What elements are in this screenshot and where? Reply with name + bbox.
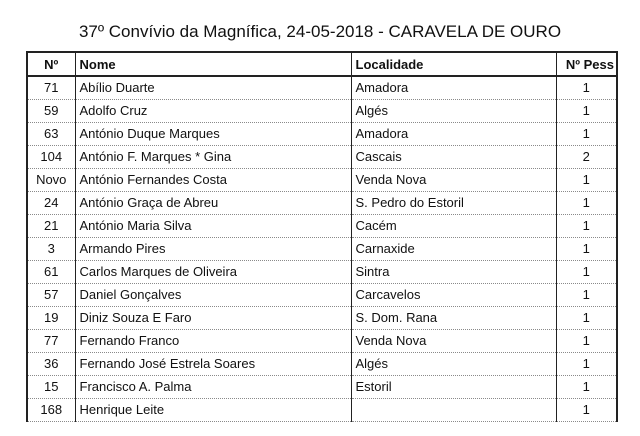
cell-num: 36 (27, 353, 75, 376)
table-row (27, 353, 617, 376)
cell-pessoas: 1 (556, 376, 617, 399)
cell-pessoas: 1 (556, 192, 617, 215)
cell-pessoas: 1 (556, 123, 617, 146)
cell-nome: Adolfo Cruz (75, 100, 351, 123)
cell-nome: Daniel Gonçalves (75, 284, 351, 307)
table-body (27, 76, 617, 422)
cell-localidade: Amadora (351, 123, 556, 146)
cell-pessoas: 1 (556, 215, 617, 238)
table-row (27, 215, 617, 238)
table-row (27, 123, 617, 146)
cell-localidade: Carcavelos (351, 284, 556, 307)
cell-nome: António Duque Marques (75, 123, 351, 146)
cell-num: 59 (27, 100, 75, 123)
cell-num: 15 (27, 376, 75, 399)
table-row (27, 307, 617, 330)
cell-localidade: Amadora (351, 76, 556, 100)
cell-num: 77 (27, 330, 75, 353)
document-title: 37º Convívio da Magnífica, 24-05-2018 - CARAVELA DE OURO (78, 22, 562, 41)
cell-num: 3 (27, 238, 75, 261)
table-row (27, 330, 617, 353)
cell-num: 168 (27, 399, 75, 422)
cell-nome: Fernando Franco (75, 330, 351, 353)
cell-localidade: Algés (351, 100, 556, 123)
cell-localidade: Cacém (351, 215, 556, 238)
cell-localidade: S. Dom. Rana (351, 307, 556, 330)
cell-pessoas: 1 (556, 307, 617, 330)
cell-localidade: Cascais (351, 146, 556, 169)
table-row (27, 238, 617, 261)
cell-pessoas: 1 (556, 261, 617, 284)
table-row (27, 146, 617, 169)
cell-localidade: Venda Nova (351, 169, 556, 192)
cell-pessoas: 1 (556, 284, 617, 307)
cell-nome: Diniz Souza E Faro (75, 307, 351, 330)
table-row (27, 284, 617, 307)
cell-localidade: Algés (351, 353, 556, 376)
cell-pessoas: 1 (556, 353, 617, 376)
table-row (27, 261, 617, 284)
cell-num: 21 (27, 215, 75, 238)
column-header-nome: Nome (75, 52, 351, 76)
column-header-pessoas: Nº Pess (556, 52, 617, 76)
cell-nome: António F. Marques * Gina (75, 146, 351, 169)
cell-pessoas: 1 (556, 76, 617, 100)
cell-nome: António Maria Silva (75, 215, 351, 238)
cell-pessoas: 2 (556, 146, 617, 169)
cell-localidade: Venda Nova (351, 330, 556, 353)
cell-nome: António Fernandes Costa (75, 169, 351, 192)
table-row (27, 100, 617, 123)
cell-nome: Carlos Marques de Oliveira (75, 261, 351, 284)
cell-localidade: Estoril (351, 376, 556, 399)
cell-pessoas: 1 (556, 169, 617, 192)
cell-localidade (351, 399, 556, 422)
column-header-num: Nº (27, 52, 75, 76)
cell-num: 71 (27, 76, 75, 100)
table-row (27, 399, 617, 422)
cell-localidade: Sintra (351, 261, 556, 284)
cell-num: 57 (27, 284, 75, 307)
cell-nome: António Graça de Abreu (75, 192, 351, 215)
cell-num: 63 (27, 123, 75, 146)
cell-num: 19 (27, 307, 75, 330)
table-row (27, 376, 617, 399)
cell-nome: Francisco A. Palma (75, 376, 351, 399)
cell-num: Novo (27, 169, 75, 192)
cell-nome: Fernando José Estrela Soares (75, 353, 351, 376)
cell-num: 24 (27, 192, 75, 215)
cell-nome: Henrique Leite (75, 399, 351, 422)
cell-num: 61 (27, 261, 75, 284)
cell-pessoas: 1 (556, 330, 617, 353)
cell-nome: Armando Pires (75, 238, 351, 261)
cell-pessoas: 1 (556, 100, 617, 123)
table-row (27, 192, 617, 215)
table-header-row (27, 52, 617, 76)
attendee-table (26, 51, 618, 422)
cell-pessoas: 1 (556, 238, 617, 261)
table-row (27, 169, 617, 192)
cell-localidade: Carnaxide (351, 238, 556, 261)
cell-nome: Abílio Duarte (75, 76, 351, 100)
table-row (27, 76, 617, 100)
cell-num: 104 (27, 146, 75, 169)
cell-pessoas: 1 (556, 399, 617, 422)
column-header-localidade: Localidade (351, 52, 556, 76)
cell-localidade: S. Pedro do Estoril (351, 192, 556, 215)
